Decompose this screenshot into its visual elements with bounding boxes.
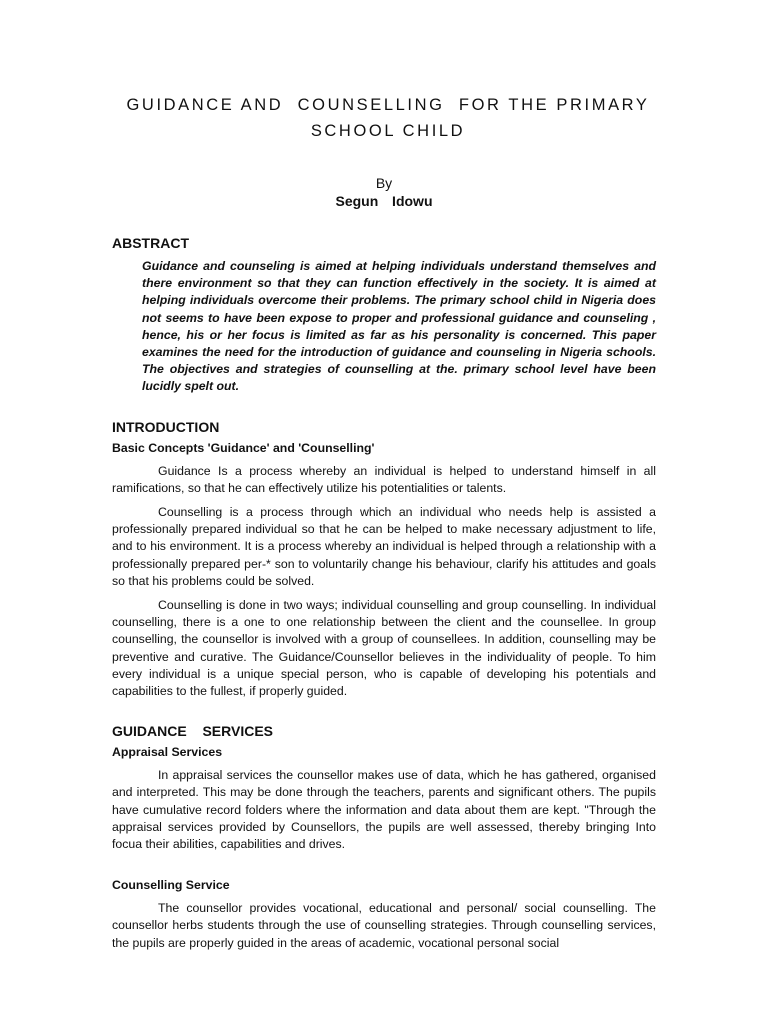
counselling-service-paragraph: The counsellor provides vocational, educational and personal/ social counselling. The counsellor herbs students through the use of counselling strategies. Through counselling services, the pupils are properly guided in the areas of academic, vocational personal social [112, 901, 656, 950]
counselling-service-subheading: Counselling Service [112, 878, 230, 893]
paper-title-line-1: GUIDANCE AND COUNSELLING FOR THE PRIMARY [126, 96, 650, 114]
paper-title-line-2: SCHOOL CHILD [310, 122, 466, 140]
guidance-services-heading: GUIDANCE SERVICES [112, 723, 273, 740]
paper-title [112, 92, 656, 144]
appraisal-services-paragraph: In appraisal services the counsellor makes use of data, which he has gathered, organised and interpreted. This may be done through the teachers, parents and significant others. The pupils have cumulative record folders where the information and data about them are kept. "Through the appraisal services provided by Counsellors, the pupils are well assessed, thereby bringing Into focua their abilities, capabilities and drives. [112, 768, 656, 852]
appraisal-services-subheading: Appraisal Services [112, 745, 223, 760]
basic-concepts-subheading: Basic Concepts 'Guidance' and 'Counselling' [112, 440, 375, 455]
introduction-heading: INTRODUCTION [112, 418, 220, 435]
guidance-definition-paragraph: Guidance Is a process whereby an individual is helped to understand himself in all ramifications, so that he can effectively utilize his potentialities or talents. [112, 463, 656, 495]
counselling-definition-paragraph: Counselling is a process through which an individual who needs help is assisted a professionally prepared individual so that he can be helped to make necessary adjustment to life, and to his environment. It is a process whereby an individual is helped through a relationship with a professionally prepared per-* son to voluntarily change his behaviour, clarify his attitudes and goals so that his problems could be solved. [112, 505, 656, 588]
document-page [112, 92, 656, 952]
counselling-types-paragraph: Counselling is done in two ways; individual counselling and group counselling. In individual counselling, there is a one to one relationship between the client and the counsellee. In group counselling, the counsellor is involved with a group of counsellees. In addition, counselling may be preventive and curative. The Guidance/Counsellor believes in the individuality of people. To him every individual is a unique special person, who is capable of developing his potentials and capabilities to the fullest, if properly guided. [112, 598, 656, 699]
abstract-heading: ABSTRACT [112, 235, 189, 251]
abstract-text: Guidance and counseling is aimed at helping individuals understand themselves and there environment so that they can function effectively in the society. It is aimed at helping individuals overcome their problems. The primary school child in Nigeria does not seems to have been expose to proper and professional guidance and counseling , hence, his or her focus is limited as far as his personality is concerned. This paper examines the need for the introduction of guidance and counseling in Nigeria schools. The objectives and strategies of counselling at the. primary school level have been lucidly spelt out. [142, 259, 656, 394]
author-name: Segun Idowu [335, 193, 433, 209]
by-label: By [375, 175, 393, 191]
